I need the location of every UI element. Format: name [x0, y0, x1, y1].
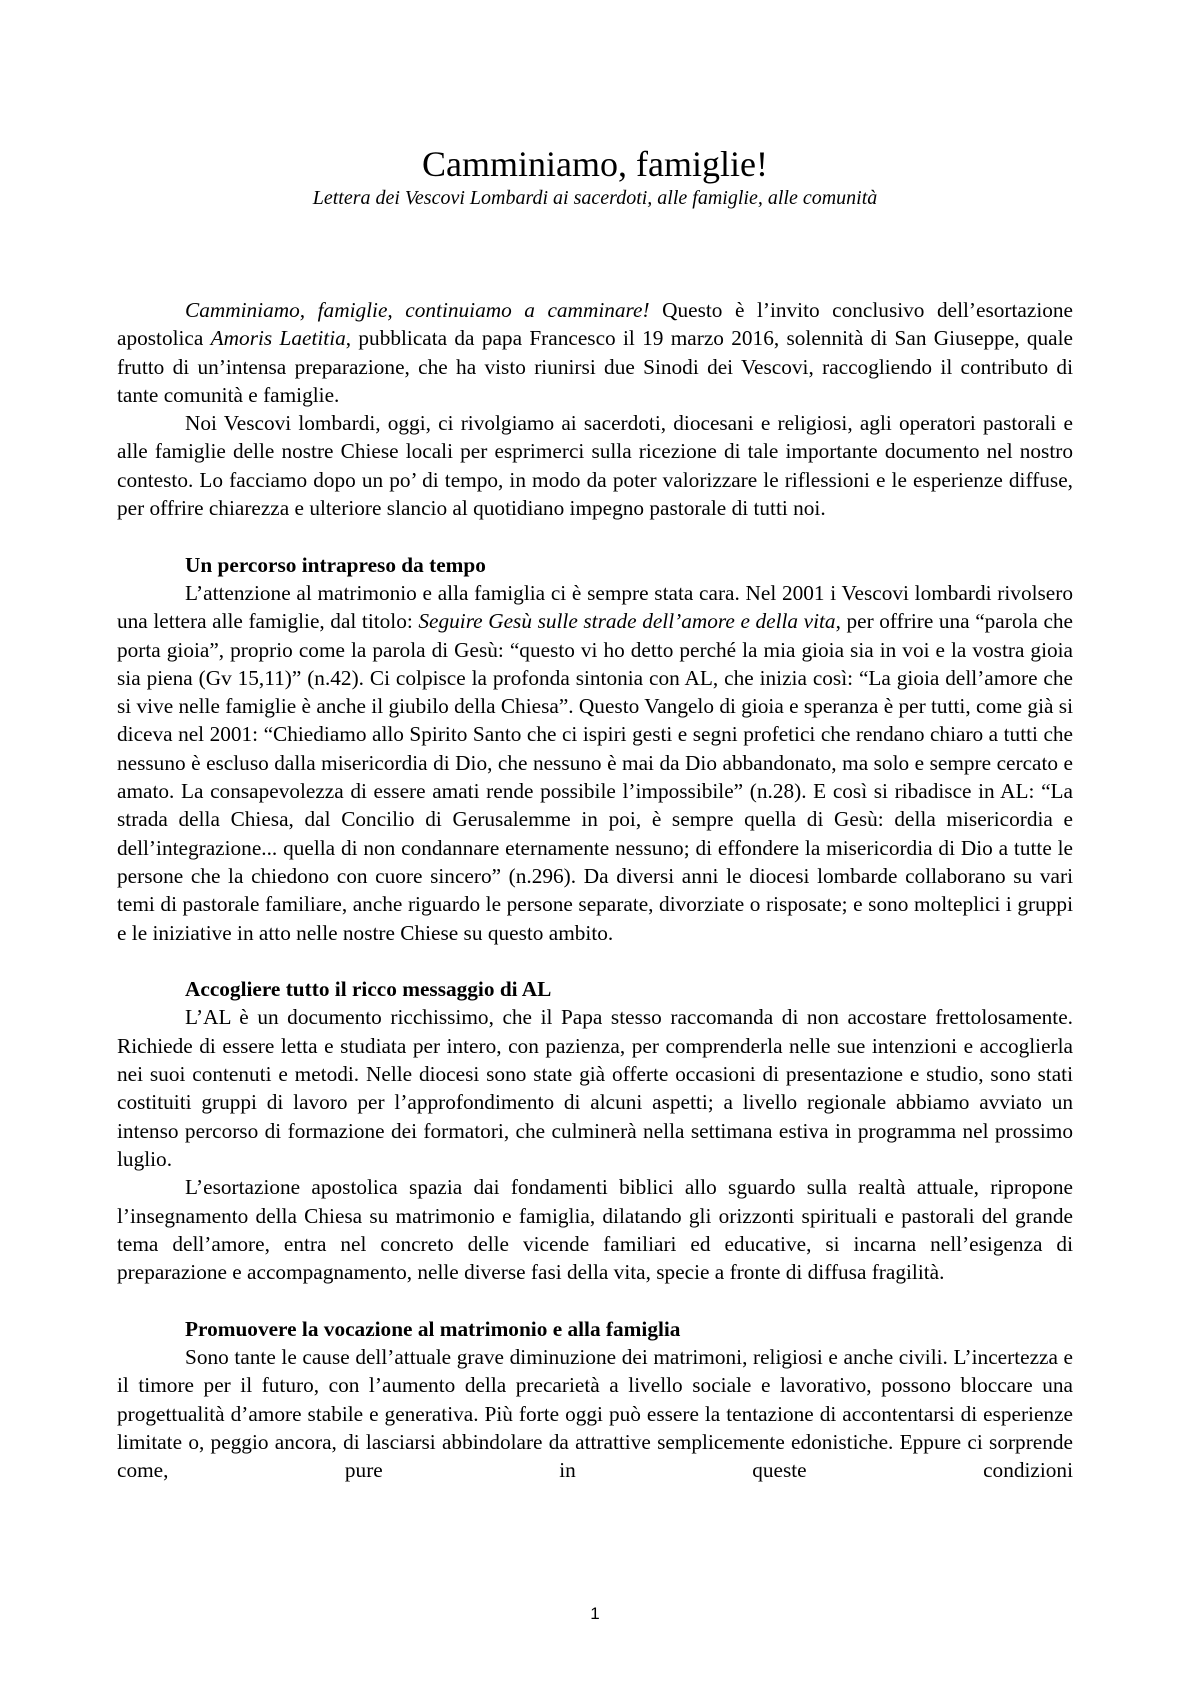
- section-1-paragraph-1: [117, 579, 1073, 947]
- intro-text-2: , pubblicata da papa Francesco il 19 marzo 2016, solennità di San Giuseppe, quale frutto di un’intensa preparazione, che ha visto riunirsi due Sinodi dei Vescovi, raccogliendo il contributo di tante comunità e famiglie.: [117, 326, 1073, 407]
- section-2-paragraph-2: L’esortazione apostolica spazia dai fondamenti biblici allo sguardo sulla realtà attuale, ripropone l’insegnamento della Chiesa su matrimonio e famiglia, dilatando gli orizzonti spirituali e pastorali del grande tema dell’amore, entra nel concreto delle vicende familiari ed educative, si incarna nell’esigenza di preparazione e accompagnamento, nelle diverse fasi della vita, specie a fronte di diffusa fragilità.: [117, 1175, 1073, 1285]
- document-reference: Amoris Laetitia: [210, 326, 346, 351]
- section-spacer: [117, 1286, 1073, 1314]
- section-3-paragraph-1: Sono tante le cause dell’attuale grave diminuzione dei matrimoni, religiosi e anche civili. L’incertezza e il timore per il futuro, con l’aumento della precarietà a livello sociale e lavorativo, possono bloccare una progettualità d’amore stabile e generativa. Più forte oggi può essere la tentazione di accontentarsi di esperienze limitate o, peggio ancora, di lasciarsi abbindolare da attrattive semplicemente edonistiche. Eppure ci sorprende come, pure in queste condizioni: [117, 1344, 1073, 1483]
- section-2-paragraph-1: L’AL è un documento ricchissimo, che il Papa stesso raccomanda di non accostare frettolosamente. Richiede di essere letta e studiata per intero, con pazienza, per comprenderla nelle sue intenzioni e accoglierla nei suoi contenuti e metodi. Nelle diocesi sono state già offerte occasioni di presentazione e studio, sono stati costituiti gruppi di lavoro per l’approfondimento di alcuni aspetti; a livello regionale abbiamo avviato un intenso percorso di formazione dei formatori, che culminerà nella settimana estiva in programma nel prossimo luglio.: [117, 1005, 1073, 1171]
- intro-paragraph-2: Noi Vescovi lombardi, oggi, ci rivolgiamo ai sacerdoti, diocesani e religiosi, agli operatori pastorali e alle famiglie delle nostre Chiese locali per esprimerci sulla ricezione di tale importante documento nel nostro contesto. Lo facciamo dopo un po’ di tempo, in modo da poter valorizzare le riflessioni e le esperienze diffuse, per offrire chiarezza e ulteriore slancio al quotidiano impegno pastorale di tutti noi.: [117, 411, 1073, 521]
- section-heading-3: Promuovere la vocazione al matrimonio e alla famiglia: [185, 1316, 681, 1341]
- section-heading-1: Un percorso intrapreso da tempo: [185, 552, 486, 577]
- section-spacer: [117, 522, 1073, 550]
- page-number: 1: [590, 1604, 600, 1623]
- document-title: Camminiamo, famiglie!: [422, 144, 768, 184]
- section-1-text-1: L’attenzione al matrimonio e alla famiglia ci è sempre stata cara. Nel 2001 i Vescovi lombardi rivolsero una lettera alle famiglie, dal titolo:: [117, 580, 1073, 634]
- section-1-text-2: , per offrire una “parola che porta gioia”, proprio come la parola di Gesù: “questo vi ho detto perché la mia gioia sia in voi e la vostra gioia sia piena (Gv 15,11)” (n.42). Ci colpisce la profonda sintonia con AL, che inizia così: “La gioia dell’amore che si vive nelle famiglie è anche il giubilo della Chiesa”. Questo Vangelo di gioia e speranza è per tutti, come già si diceva nel 2001: “Chiediamo allo Spirito Santo che ci ispiri gesti e segni profetici che rendano chiaro a tutti che nessuno è escluso dalla misericordia di Dio, che nessuno è mai da Dio abbandonato, ma solo e sempre cercato e amato. La consapevolezza di essere amati rende possibile l’impossibile” (n.28). E così si ribadisce in AL: “La strada della Chiesa, dal Concilio di Gerusalemme in poi, è sempre quella di Gesù: della misericordia e dell’integrazione... quella di non condannare eternamente nessuno; di effondere la misericordia di Dio a tutte le persone che la chiedono con cuore sincero” (n.296). Da diversi anni le diocesi lombarde collaborano su vari temi di pastorale familiare, anche riguardo le persone separate, divorziate o risposate; e sono molteplici i gruppi e le iniziative in atto nelle nostre Chiese su questo ambito.: [117, 609, 1073, 945]
- document-body: [117, 296, 1073, 1484]
- section-heading-2: Accogliere tutto il ricco messaggio di AL: [185, 977, 552, 1002]
- intro-quote: Camminiamo, famiglie, continuiamo a camminare!: [185, 298, 650, 322]
- section-spacer: [117, 947, 1073, 975]
- intro-text-1: Questo è l’invito conclusivo dell’esortazione apostolica: [117, 298, 1073, 351]
- intro-paragraph-1: [117, 296, 1073, 409]
- document-subtitle: Lettera dei Vescovi Lombardi ai sacerdoti, alle famiglie, alle comunità: [312, 187, 878, 209]
- letter-title-reference: Seguire Gesù sulle strade dell’amore e della vita: [418, 609, 836, 634]
